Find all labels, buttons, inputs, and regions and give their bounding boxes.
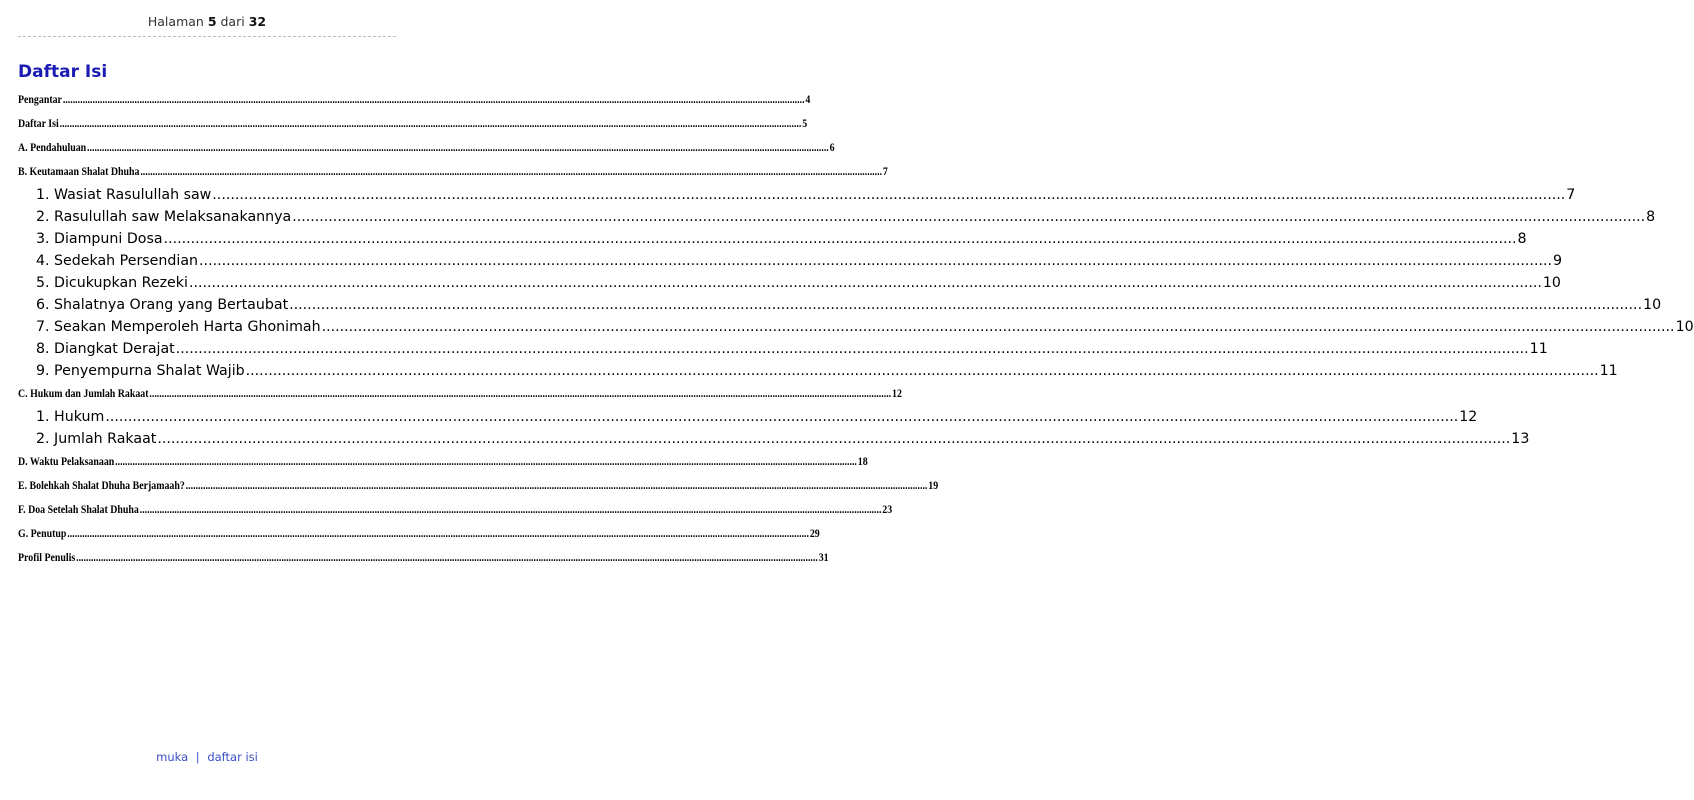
toc-heading: Daftar Isi: [18, 62, 108, 82]
cover-link[interactable]: muka: [156, 750, 189, 764]
toc-dot-leader: ............................................................................................................................................................................................................................................................................................................: [289, 297, 1643, 313]
toc-dot-leader: ............................................................................................................................................................................................................................................................................................................: [139, 504, 882, 516]
toc-subentry[interactable]: [18, 360, 1618, 382]
toc-entry[interactable]: [18, 450, 868, 474]
toc-subentry[interactable]: [18, 338, 1548, 360]
toc-subentry[interactable]: [18, 206, 1656, 228]
toc-entry-label: Pengantar: [18, 94, 62, 106]
toc-entry-page-number: 12: [892, 388, 902, 400]
toc-entry[interactable]: [18, 88, 811, 112]
toc-entry-label: 6. Shalatnya Orang yang Bertaubat: [36, 297, 289, 313]
toc-dot-leader: ............................................................................................................................................................................................................................................................................................................: [59, 118, 802, 130]
toc-entry-page-number: 5: [802, 118, 808, 130]
toc-dot-leader: ............................................................................................................................................................................................................................................................................................................: [62, 94, 805, 106]
toc-dot-leader: ............................................................................................................................................................................................................................................................................................................: [140, 166, 883, 178]
toc-entry-label: Daftar Isi: [18, 118, 59, 130]
toc-entry[interactable]: [18, 382, 902, 406]
toc-dot-leader: ............................................................................................................................................................................................................................................................................................................: [175, 341, 1529, 357]
toc-entry-label: G. Penutup: [18, 528, 67, 540]
toc-entry-label: 7. Seakan Memperoleh Harta Ghonimah: [36, 319, 321, 335]
toc-dot-leader: ............................................................................................................................................................................................................................................................................................................: [87, 142, 829, 154]
toc-entry[interactable]: [18, 498, 893, 522]
toc-dot-leader: ............................................................................................................................................................................................................................................................................................................: [321, 319, 1675, 335]
toc-entry[interactable]: [18, 136, 835, 160]
toc-entry-label: 4. Sedekah Persendian: [36, 253, 199, 269]
toc-dot-leader: ............................................................................................................................................................................................................................................................................................................: [245, 363, 1599, 379]
toc-subentry[interactable]: [18, 184, 1576, 206]
toc-entry-page-number: 10: [1675, 319, 1694, 335]
toc-dot-leader: ............................................................................................................................................................................................................................................................................................................: [185, 480, 928, 492]
toc-dot-leader: ............................................................................................................................................................................................................................................................................................................: [105, 409, 1459, 425]
toc-entry-label: 1. Wasiat Rasulullah saw: [36, 187, 212, 203]
toc-entry-page-number: 6: [829, 142, 835, 154]
toc-subentry[interactable]: [18, 428, 1530, 450]
toc-dot-leader: ............................................................................................................................................................................................................................................................................................................: [199, 253, 1552, 269]
toc-entry-page-number: 13: [1511, 431, 1530, 447]
toc-entry-label: 2. Jumlah Rakaat: [36, 431, 157, 447]
toc-subentry[interactable]: [18, 228, 1527, 250]
toc-entry-page-number: 7: [1566, 187, 1576, 203]
toc-entry-label: 3. Diampuni Dosa: [36, 231, 163, 247]
toc-link[interactable]: daftar isi: [207, 750, 258, 764]
toc-entry[interactable]: [18, 522, 820, 546]
toc-entry[interactable]: [18, 160, 888, 184]
toc-entry-label: F. Doa Setelah Shalat Dhuha: [18, 504, 139, 516]
table-of-contents: [18, 88, 1694, 570]
toc-entry-label: D. Waktu Pelaksanaan: [18, 456, 115, 468]
toc-dot-leader: ............................................................................................................................................................................................................................................................................................................: [157, 431, 1511, 447]
toc-entry-label: 2. Rasulullah saw Melaksanakannya: [36, 209, 292, 225]
toc-dot-leader: ............................................................................................................................................................................................................................................................................................................: [76, 552, 818, 564]
toc-entry-label: 5. Dicukupkan Rezeki: [36, 275, 188, 291]
toc-entry-label: 1. Hukum: [36, 409, 105, 425]
toc-entry-page-number: 11: [1599, 363, 1618, 379]
toc-entry-page-number: 7: [882, 166, 888, 178]
toc-subentry[interactable]: [18, 294, 1662, 316]
toc-entry-page-number: 8: [1517, 231, 1527, 247]
toc-entry-page-number: 19: [928, 480, 939, 492]
current-page-number: 5: [207, 14, 217, 29]
toc-entry-label: 9. Penyempurna Shalat Wajib: [36, 363, 245, 379]
footer-separator: |: [195, 750, 200, 764]
toc-subentry[interactable]: [18, 316, 1694, 338]
toc-entry-page-number: 9: [1553, 253, 1563, 269]
toc-dot-leader: ............................................................................................................................................................................................................................................................................................................: [292, 209, 1646, 225]
toc-subentry[interactable]: [18, 250, 1563, 272]
toc-entry[interactable]: [18, 474, 939, 498]
toc-entry[interactable]: [18, 112, 808, 136]
toc-entry-page-number: 10: [1643, 297, 1662, 313]
toc-entry-page-number: 4: [805, 94, 811, 106]
toc-dot-leader: ............................................................................................................................................................................................................................................................................................................: [115, 456, 857, 468]
toc-subentry[interactable]: [18, 406, 1478, 428]
toc-entry-page-number: 8: [1646, 209, 1656, 225]
toc-entry-label: C. Hukum dan Jumlah Rakaat: [18, 388, 149, 400]
page-counter-middle: dari: [220, 14, 245, 29]
toc-entry[interactable]: [18, 546, 829, 570]
toc-entry-label: E. Bolehkah Shalat Dhuha Berjamaah?: [18, 480, 185, 492]
toc-entry-page-number: 18: [857, 456, 868, 468]
total-page-count: 32: [248, 14, 267, 29]
toc-entry-label: Profil Penulis: [18, 552, 76, 564]
page-footer: [0, 750, 414, 764]
page-counter-prefix: Halaman: [147, 14, 204, 29]
toc-dot-leader: ............................................................................................................................................................................................................................................................................................................: [163, 231, 1517, 247]
toc-entry-label: B. Keutamaan Shalat Dhuha: [18, 166, 140, 178]
toc-dot-leader: ............................................................................................................................................................................................................................................................................................................: [188, 275, 1542, 291]
toc-entry-page-number: 29: [809, 528, 820, 540]
toc-entry-page-number: 11: [1529, 341, 1548, 357]
toc-entry-page-number: 10: [1542, 275, 1561, 291]
toc-dot-leader: ............................................................................................................................................................................................................................................................................................................: [67, 528, 809, 540]
toc-subentry[interactable]: [18, 272, 1561, 294]
page-header: [18, 14, 396, 29]
toc-entry-page-number: 12: [1459, 409, 1478, 425]
toc-dot-leader: ............................................................................................................................................................................................................................................................................................................: [149, 388, 892, 400]
header-divider: [18, 36, 396, 37]
toc-entry-label: 8. Diangkat Derajat: [36, 341, 175, 357]
toc-entry-label: A. Pendahuluan: [18, 142, 87, 154]
toc-entry-page-number: 23: [882, 504, 893, 516]
toc-dot-leader: ............................................................................................................................................................................................................................................................................................................: [212, 187, 1566, 203]
toc-entry-page-number: 31: [818, 552, 829, 564]
